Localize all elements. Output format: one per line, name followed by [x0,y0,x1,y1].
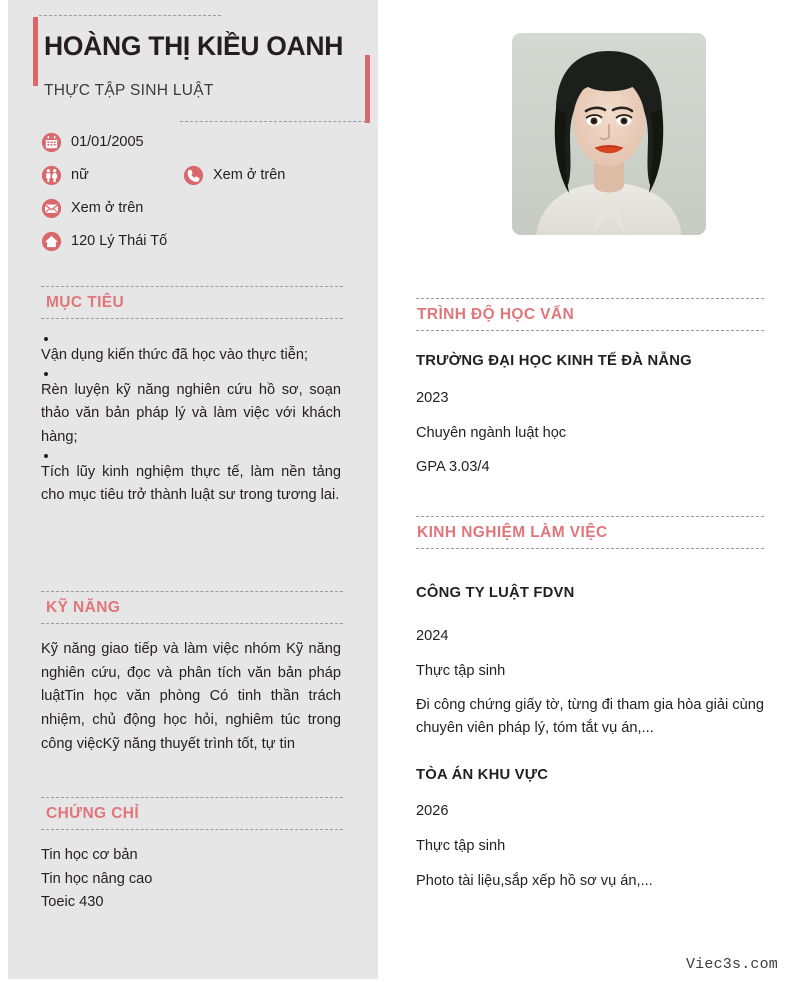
email-value: Xem ở trên [71,200,144,217]
section-skills [41,591,343,756]
contact-block [41,132,361,264]
education-major: Chuyên ngành luật học [416,424,567,441]
bullet-icon [44,372,48,376]
phone-icon [183,165,204,186]
job-title: THỰC TẬP SINH LUẬT [44,82,214,99]
section-certificates-body [41,830,343,915]
certificate-item: Tin học cơ bản [41,847,138,863]
experience-entry [416,739,764,892]
objective-item-text: Tích lũy kinh nghiệm thực tế, làm nền tảng cho mục tiêu trở thành luật sư trong tương lai. [41,463,341,504]
experience-company: CÔNG TY LUẬT FDVN [416,585,575,601]
section-objective [41,286,343,510]
objective-item-text: Rèn luyện kỹ năng nghiên cứu hồ sơ, soạn thảo văn bản pháp lý và làm việc với khách hàng; [41,381,341,445]
envelope-icon [41,198,62,219]
section-certificates [41,797,343,915]
contact-row-address [41,231,361,264]
contact-item-email [41,198,143,219]
section-skills-heading: KỸ NĂNG [41,591,343,624]
experience-year: 2026 [416,803,449,820]
name-divider-top [39,15,221,16]
calendar-icon [41,132,62,153]
sidebar [8,0,378,979]
bullet-icon [44,337,48,341]
home-icon [41,231,62,252]
bullet-icon [44,454,48,458]
experience-description: Photo tài liệu,sắp xếp hồ sơ vụ án,... [416,872,653,889]
watermark: Viec3s.com [685,956,778,973]
contact-row-gender-phone [41,165,361,198]
experience-entry [416,549,764,739]
section-objective-heading: MỤC TIÊU [41,286,343,319]
objective-item [41,372,343,450]
gender-icon [41,165,62,186]
section-education [416,298,764,479]
page-title: HOÀNG THỊ KIỀU OANH [44,31,344,61]
education-entry [416,331,764,479]
education-gpa: GPA 3.03/4 [416,459,490,476]
contact-item-address [41,231,167,252]
section-objective-body [41,319,343,508]
experience-role: Thực tập sinh [416,662,506,679]
section-experience [416,516,764,892]
contact-row-birthday [41,132,361,165]
address-value: 120 Lý Thái Tố [71,233,168,250]
certificate-item: Tin học nâng cao [41,870,153,887]
name-divider-bottom [180,121,366,122]
main-column [378,0,800,987]
experience-year: 2024 [416,628,449,644]
contact-item-birthday [41,132,144,153]
experience-company: TÒA ÁN KHU VỰC [416,767,549,784]
gender-value: nữ [71,167,89,184]
accent-bar-right [365,55,370,123]
contact-item-phone [183,165,285,186]
section-education-heading: TRÌNH ĐỘ HỌC VẤN [416,298,764,331]
certificate-item: Toeic 430 [41,894,104,911]
experience-description: Đi công chứng giấy tờ, từng đi tham gia hòa giải cùng chuyên viên pháp lý, tóm tắt vụ án,... [416,697,764,736]
avatar [512,33,706,235]
education-year: 2023 [416,390,449,406]
phone-value: Xem ở trên [213,167,286,184]
accent-bar-left [33,17,38,86]
birthday-value: 01/01/2005 [71,134,144,151]
section-certificates-heading: CHỨNG CHỈ [41,797,343,830]
education-school: TRƯỜNG ĐẠI HỌC KINH TẾ ĐÀ NẴNG [416,353,692,369]
section-skills-body: Kỹ năng giao tiếp và làm việc nhóm Kỹ năng nghiên cứu, đọc và phân tích văn bản pháp luậtTin học văn phòng Có tinh thần trách nhiệm, chủ động học hỏi, nghiêm túc trong công việcKỹ năng thuyết trình tốt, tự tin [41,641,341,752]
objective-item-text: Vận dụng kiến thức đã học vào thực tiễn; [41,347,308,363]
objective-item [41,454,343,508]
section-experience-heading: KINH NGHIỆM LÀM VIỆC [416,516,764,549]
experience-role: Thực tập sinh [416,838,506,855]
contact-item-gender [41,165,89,186]
objective-item [41,337,343,368]
contact-row-email [41,198,361,231]
